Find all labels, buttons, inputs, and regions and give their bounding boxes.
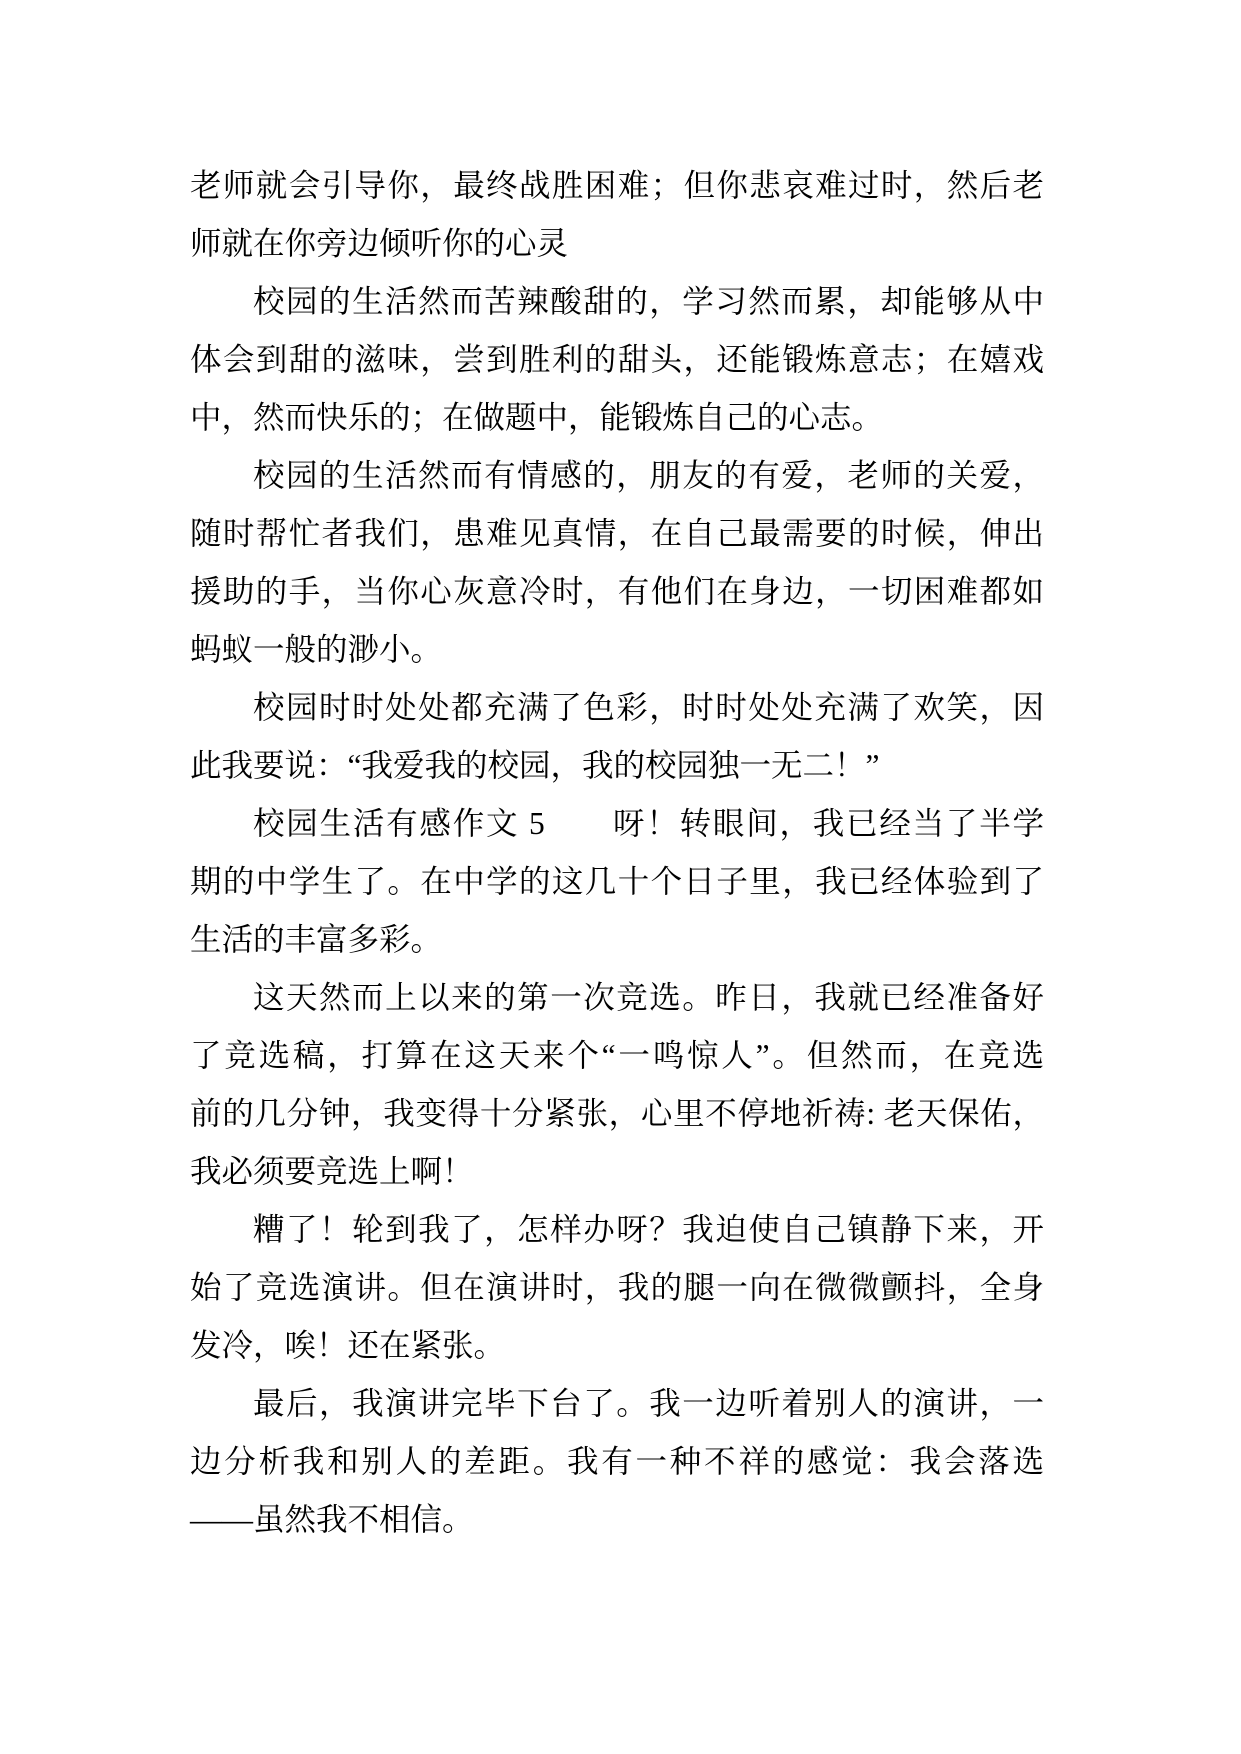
essay-line: 期的中学生了。在中学的这几十个日子里，我已经体验到了: [190, 864, 1044, 899]
essay-line: 师就在你旁边倾听你的心灵: [190, 226, 569, 261]
essay-line: 始了竞选演讲。但在演讲时，我的腿一向在微微颤抖，全身: [190, 1270, 1044, 1305]
essay-line: 我必须要竞选上啊！: [190, 1154, 474, 1189]
essay-line: 边分析我和别人的差距。我有一种不祥的感觉：我会落选: [190, 1444, 1044, 1479]
essay-line: 校园的生活然而苦辣酸甜的，学习然而累，却能够从中: [253, 284, 1044, 319]
essay-line: ——虽然我不相信。: [190, 1502, 474, 1537]
essay-line: 发冷，唉！还在紧张。: [190, 1328, 506, 1363]
essay-line: 校园时时处处都充满了色彩，时时处处充满了欢笑，因: [253, 690, 1044, 725]
essay-line: 此我要说：“我爱我的校园，我的校园独一无二！”: [190, 748, 880, 783]
essay-line: 最后，我演讲完毕下台了。我一边听着别人的演讲，一: [253, 1386, 1044, 1421]
essay-line: 这天然而上以来的第一次竞选。昨日，我就已经准备好: [253, 980, 1044, 1015]
essay-line: 援助的手，当你心灰意冷时，有他们在身边，一切困难都如: [190, 574, 1044, 609]
essay-line: 生活的丰富多彩。: [190, 922, 443, 957]
essay-line: 蚂蚁一般的渺小。: [190, 632, 443, 667]
essay-line: 前的几分钟，我变得十分紧张，心里不停地祈祷: 老天保佑，: [190, 1096, 1044, 1131]
essay-line: 校园生活有感作文 5 呀！转眼间，我已经当了半学: [253, 806, 1044, 841]
essay-line: 体会到甜的滋味，尝到胜利的甜头，还能锻炼意志；在嬉戏: [190, 342, 1044, 377]
essay-line: 校园的生活然而有情感的，朋友的有爱，老师的关爱，: [253, 458, 1044, 493]
essay-line: 糟了！轮到我了，怎样办呀？我迫使自己镇静下来，开: [253, 1212, 1044, 1247]
essay-body: [190, 157, 1044, 1549]
essay-line: 中，然而快乐的；在做题中，能锻炼自己的心志。: [190, 400, 884, 435]
essay-line: 了竞选稿，打算在这天来个“一鸣惊人”。但然而，在竞选: [190, 1038, 1044, 1073]
essay-line: 随时帮忙者我们，患难见真情，在自己最需要的时候，伸出: [190, 516, 1044, 551]
essay-line: 老师就会引导你，最终战胜困难；但你悲哀难过时，然后老: [190, 168, 1044, 203]
